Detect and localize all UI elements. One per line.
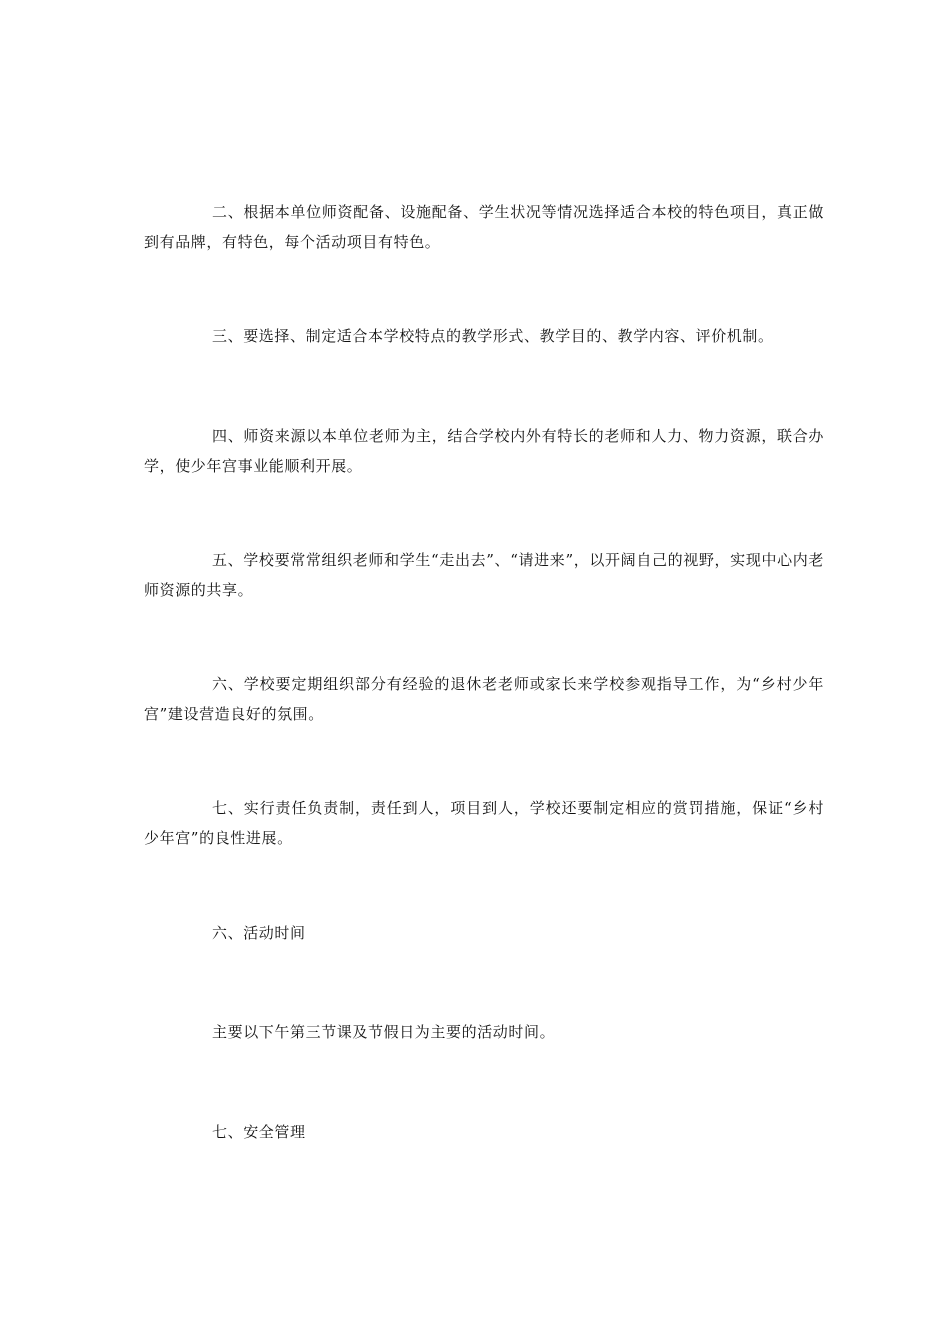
paragraph-retired-teachers: 六、学校要定期组织部分有经验的退休老老师或家长来学校参观指导工作，为“乡村少年宫”建设营造良好的氛围。 (144, 675, 824, 723)
paragraph-teacher-sources: 四、师资来源以本单位老师为主，结合学校内外有特长的老师和人力、物力资源，联合办学，使少年宫事业能顺利开展。 (144, 427, 824, 475)
paragraph-specialty-projects: 二、根据本单位师资配备、设施配备、学生状况等情况选择适合本校的特色项目，真正做到有品牌，有特色，每个活动项目有特色。 (144, 203, 824, 251)
paragraph-teaching-form: 三、要选择、制定适合本学校特点的教学形式、教学目的、教学内容、评价机制。 (212, 327, 774, 345)
section-heading-safety-management: 七、安全管理 (212, 1123, 306, 1141)
paragraph-activity-time: 主要以下午第三节课及节假日为主要的活动时间。 (212, 1023, 556, 1041)
paragraph-go-out-invite-in: 五、学校要常常组织老师和学生“走出去”、“请进来”，以开阔自己的视野，实现中心内老师资源的共享。 (144, 551, 824, 599)
section-heading-activity-time: 六、活动时间 (212, 924, 306, 942)
paragraph-responsibility-system: 七、实行责任负责制，责任到人，项目到人，学校还要制定相应的赏罚措施，保证“乡村少年宫”的良性进展。 (144, 799, 824, 847)
